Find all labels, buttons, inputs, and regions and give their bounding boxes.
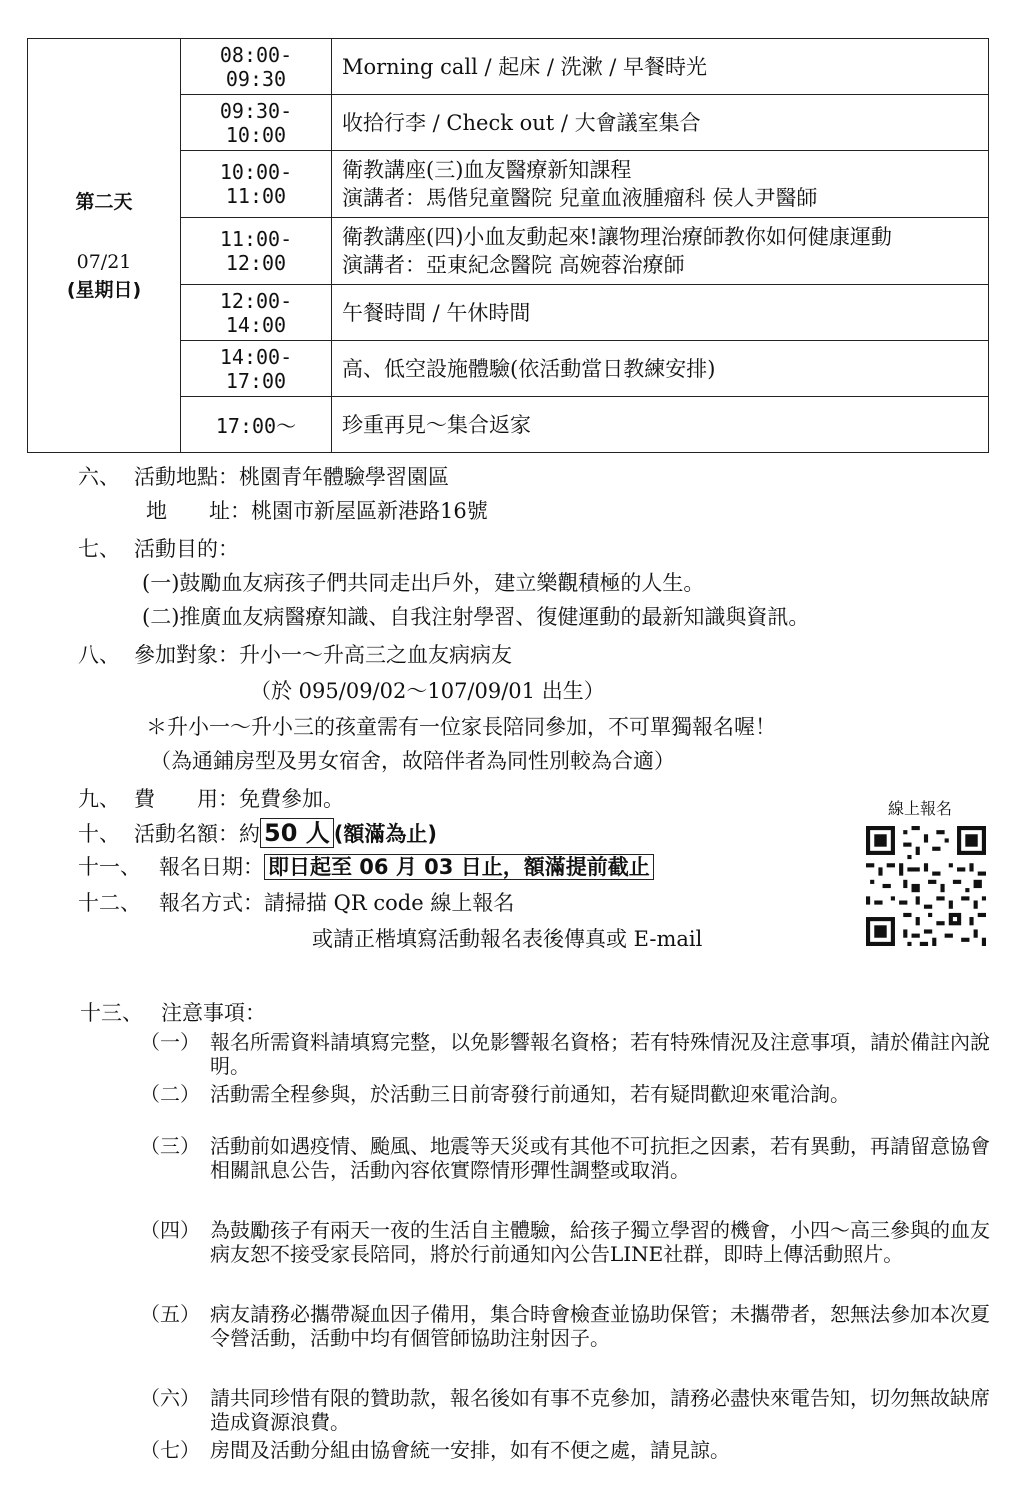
note-item: [140, 1218, 990, 1266]
time-cell: 14:00-17:00: [181, 341, 332, 397]
section-text: 活動名額：約: [134, 822, 260, 846]
time-cell: 09:30-10:00: [181, 95, 332, 151]
day-weekday: (星期日): [66, 278, 142, 301]
section-text: 報名方式：請掃描 QR code 線上報名: [159, 891, 515, 915]
quota-value: 50 人: [260, 818, 334, 848]
note-text: 活動前如遇疫情、颱風、地震等天災或有其他不可抗拒之因素，若有異動，再請留意協會相關訊息公告，活動內容依實際情形彈性調整或取消。: [210, 1134, 990, 1182]
activity-cell: [332, 151, 989, 218]
note-item: [140, 1030, 990, 1078]
time-cell: 10:00-11:00: [181, 151, 332, 218]
section-13: [80, 998, 266, 1028]
activity-cell: [332, 39, 989, 95]
note-number: （二）: [140, 1082, 200, 1106]
section-7: [78, 534, 239, 564]
address-line: 地 址：桃園市新屋區新港路16號: [146, 499, 488, 523]
section-text: 活動地點：桃園青年體驗學習園區: [134, 465, 449, 489]
activity-cell: [332, 285, 989, 341]
speaker-line: 演講者：馬偕兒童醫院 兒童血液腫瘤科 侯人尹醫師: [342, 186, 818, 210]
section-number: 八、: [78, 643, 120, 667]
activity-line: 高、低空設施體驗(依活動當日教練安排): [342, 356, 716, 381]
activity-line: 收拾行李 / Check out / 大會議室集合: [342, 110, 701, 135]
note-number: （三）: [140, 1134, 200, 1158]
note-text: 房間及活動分組由協會統一安排，如有不便之處，請見諒。: [210, 1438, 730, 1462]
note-number: （五）: [140, 1302, 200, 1326]
section-text: 費 用：免費參加。: [134, 787, 344, 811]
section-12: [78, 888, 514, 918]
room-note: （為通鋪房型及男女宿舍，故陪伴者為同性別較為合適）: [150, 749, 675, 773]
note-text: 活動需全程參與，於活動三日前寄發行前通知，若有疑問歡迎來電洽詢。: [210, 1082, 850, 1106]
activity-line: 衛教講座(四)小血友動起來!讓物理治療師教你如何健康運動: [342, 225, 892, 249]
birth-range: （於 095/09/02～107/09/01 出生）: [250, 679, 605, 703]
note-text: 報名所需資料請填寫完整，以免影響報名資格；若有特殊情況及注意事項，請於備註內說明。: [210, 1030, 990, 1078]
time-cell: 11:00-12:00: [181, 218, 332, 285]
section-9: [78, 784, 344, 814]
activity-cell: [332, 341, 989, 397]
day-date: 07/21: [76, 250, 132, 273]
section-text: 報名日期：: [159, 855, 264, 879]
parent-note: ＊升小一～升小三的孩童需有一位家長陪同參加，不可單獨報名喔！: [146, 715, 776, 739]
note-number: （四）: [140, 1218, 200, 1242]
registration-date: 即日起至 06 月 03 日止，額滿提前截止: [264, 854, 654, 880]
section-number: 十一、: [78, 855, 141, 879]
section-text: 活動目的：: [134, 537, 239, 561]
registration-alt: 或請正楷填寫活動報名表後傳真或 E-mail: [312, 927, 703, 951]
activity-line: 珍重再見～集合返家: [342, 412, 531, 437]
section-number: 七、: [78, 537, 120, 561]
note-item: [140, 1082, 990, 1106]
note-number: （六）: [140, 1386, 200, 1410]
note-item: [140, 1438, 990, 1462]
note-item: [140, 1386, 990, 1434]
schedule-row: [28, 39, 989, 95]
section-text: 注意事項：: [161, 1001, 266, 1025]
time-cell: 17:00～: [181, 397, 332, 453]
activity-cell: [332, 95, 989, 151]
section-text: 參加對象：升小一～升高三之血友病病友: [134, 643, 512, 667]
speaker-line: 演講者：亞東紀念醫院 高婉蓉治療師: [342, 253, 685, 277]
activity-line: 午餐時間 / 午休時間: [342, 300, 531, 325]
note-number: （一）: [140, 1030, 200, 1054]
activity-cell: [332, 218, 989, 285]
qr-code-icon[interactable]: [866, 826, 986, 946]
section-6: [78, 462, 449, 492]
note-item: [140, 1302, 990, 1350]
section-number: 十、: [78, 822, 120, 846]
note-number: （七）: [140, 1438, 200, 1462]
note-item: [140, 1134, 990, 1182]
section-11: [78, 852, 654, 882]
section-number: 十二、: [78, 891, 141, 915]
note-text: 請共同珍惜有限的贊助款，報名後如有事不克參加，請務必盡快來電告知，切勿無故缺席造成資源浪費。: [210, 1386, 990, 1434]
time-cell: 12:00-14:00: [181, 285, 332, 341]
note-text: 為鼓勵孩子有兩天一夜的生活自主體驗，給孩子獨立學習的機會，小四～高三參與的血友病友恕不接受家長陪同，將於行前通知內公告LINE社群，即時上傳活動照片。: [210, 1218, 990, 1266]
activity-line: Morning call / 起床 / 洗漱 / 早餐時光: [342, 54, 708, 79]
note-text: 病友請務必攜帶凝血因子備用，集合時會檢查並協助保管；未攜帶者，恕無法參加本次夏令營活動，活動中均有個管師協助注射因子。: [210, 1302, 990, 1350]
purpose-item: (二)推廣血友病醫療知識、自我注射學習、復健運動的最新知識與資訊。: [142, 605, 810, 629]
quota-suffix: (額滿為止): [333, 822, 437, 846]
section-number: 六、: [78, 465, 120, 489]
time-cell: 08:00-09:30: [181, 39, 332, 95]
section-number: 九、: [78, 787, 120, 811]
day-cell: [28, 39, 181, 453]
activity-cell: [332, 397, 989, 453]
section-8: [78, 640, 512, 670]
section-number: 十三、: [80, 1001, 143, 1025]
purpose-item: (一)鼓勵血友病孩子們共同走出戶外，建立樂觀積極的人生。: [142, 571, 705, 595]
qr-label: 線上報名: [888, 799, 953, 818]
schedule-table: [27, 38, 989, 453]
activity-line: 衛教講座(三)血友醫療新知課程: [342, 158, 632, 182]
section-10: [78, 818, 437, 849]
day-label: 第二天: [75, 190, 133, 213]
